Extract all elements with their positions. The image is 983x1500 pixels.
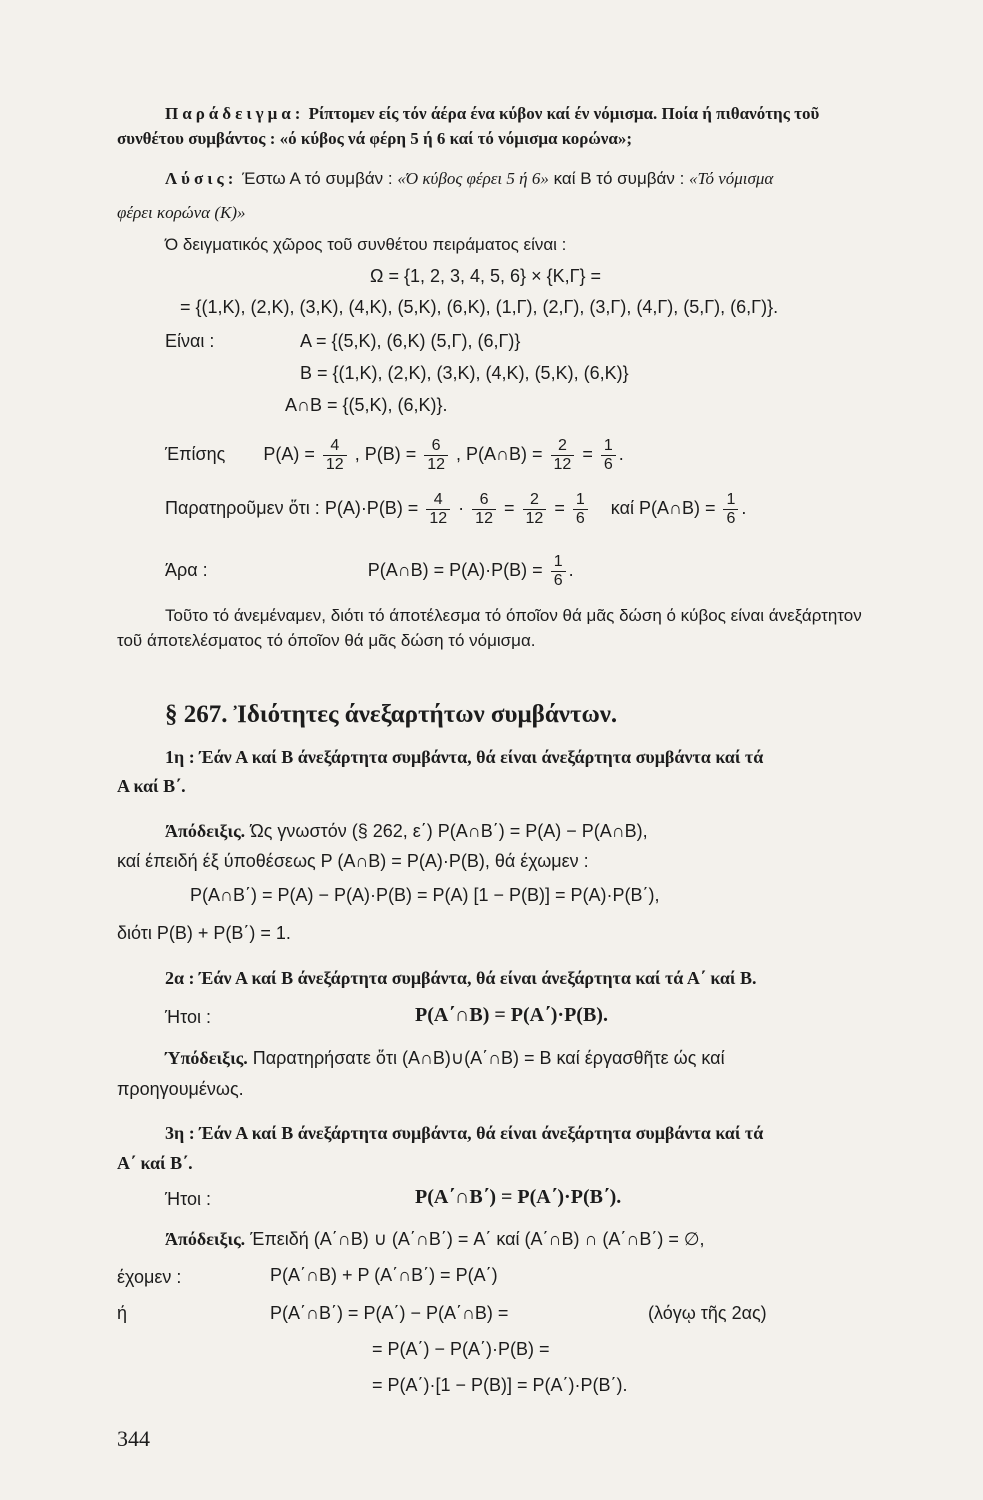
ara-fraction: $\frac{1}{6}$ xyxy=(551,553,566,590)
observation-line: Παρατηροῦμεν ὅτι : P(A)·P(B) = $\frac{4}{12}$ · $\frac{6}{12}$ = $\frac{2}{12}$ = $\frac{1}{6}$ καί P(A∩B) = $\frac{1}{6}$ . xyxy=(165,490,747,527)
solution-event-a: «Ό κύβος φέρει 5 ή 6» xyxy=(397,169,549,188)
solution-line-2: φέρει κορώνα (Κ)» xyxy=(117,203,246,222)
prop3-equation-4: = P(A΄)·[1 − P(B)] = P(A΄)·P(B΄). xyxy=(372,1375,628,1395)
prop3-proof-text-1: Έπειδή (A΄∩B) ∪ (A΄∩B΄) = A΄ καί (A΄∩B) ∩ (A΄∩B΄) = ∅, xyxy=(250,1229,705,1249)
pb-fraction: $\frac{6}{12}$ xyxy=(424,437,448,474)
page-number: 344 xyxy=(117,1426,150,1451)
prop1-proof-text-1: Ώς γνωστόν (§ 262, ε΄) P(A∩B΄) = P(A) − P(A∩B), xyxy=(250,821,648,841)
ara-line: Άρα : P(A∩B) = P(A)·P(B) = $\frac{1}{6}$ . xyxy=(165,552,574,589)
prod-fraction-3: $\frac{2}{12}$ xyxy=(523,491,547,528)
example-line-1 xyxy=(165,103,819,125)
prop1-proof-label: Άπόδειξις. xyxy=(165,821,246,841)
prop3-equation-1: P(A΄∩B) + P (A΄∩B΄) = P(A΄) xyxy=(270,1265,498,1285)
prop1-statement-2: Α καί Β΄. xyxy=(117,776,186,796)
prop3-equation-3: = P(A΄) − P(A΄)·P(B) = xyxy=(372,1339,550,1359)
prop2-hint-line-1 xyxy=(165,1047,725,1069)
prod-fraction-1: $\frac{4}{12}$ xyxy=(426,491,450,528)
prop3-proof-label: Άπόδειξις. xyxy=(165,1229,246,1249)
prop2-hint-label: Ύπόδειξις. xyxy=(165,1048,248,1068)
ara-equation: P(A∩B) = P(A)·P(B) = xyxy=(367,560,543,580)
probabilities-line: Έπίσης P(A) = $\frac{4}{12}$ , P(B) = $\frac{6}{12}$ , P(A∩B) = $\frac{2}{12}$ = $\frac{1}{6}$ . xyxy=(165,436,624,473)
prop3-equation-2: P(A΄∩B΄) = P(A΄) − P(A΄∩B) = xyxy=(270,1303,509,1323)
example-text-1: Ρίπτομεν είς τόν άέρα ένα κύβον καί έν νόμισμα. Ποία ή πιθανότης τοῦ xyxy=(308,104,820,123)
example-line-2: συνθέτου συμβάντος : «ό κύβος νά φέρη 5 ή 6 καί τό νόμισμα κορώνα»; xyxy=(117,129,633,148)
solution-text-1a: Έστω Α τό συμβάν : xyxy=(242,169,393,188)
prop2-equation: P(A΄∩B) = P(A΄)·P(B). xyxy=(415,1004,608,1026)
set-b: Β = {(1,Κ), (2,Κ), (3,Κ), (4,Κ), (5,Κ), (6,Κ)} xyxy=(300,363,629,383)
prop2-itoi: Ήτοι : xyxy=(165,1007,211,1027)
prop1-proof-line-4: διότι P(B) + P(B΄) = 1. xyxy=(117,923,291,943)
einai-label: Είναι : xyxy=(165,331,215,351)
prop2-hint-line-2: προηγουμένως. xyxy=(117,1079,244,1099)
prop2-hint-text-1: Παρατηρήσατε ὅτι (A∩B)∪(A΄∩B) = B καί έργασθῆτε ώς καί xyxy=(252,1048,725,1068)
product-rhs: P(A∩B) = xyxy=(639,498,716,518)
prod-fraction-4: $\frac{1}{6}$ xyxy=(573,491,588,528)
prop3-proof-line-1 xyxy=(165,1228,705,1250)
solution-label: Λύσις: xyxy=(165,169,238,188)
pb-label: , P(B) = xyxy=(354,444,417,464)
prop3-statement-2: Α΄ καί Β΄. xyxy=(117,1153,193,1173)
pab-label: , P(A∩B) = xyxy=(456,444,543,464)
pa-label: P(A) = xyxy=(263,444,315,464)
conclusion-line-1: Τοῦτο τό άνεμέναμεν, διότι τό άποτέλεσμα τό όποῖον θά μᾶς δώση ό κύβος είναι άνεξάρτητον xyxy=(165,606,862,625)
prop1-proof-line-3: P(A∩B΄) = P(A) − P(A)·P(B) = P(A) [1 − P(B)] = P(A)·P(B΄), xyxy=(190,885,660,905)
prop3-itoi: Ήτοι : xyxy=(165,1189,211,1209)
solution-event-b: «Τό νόμισμα xyxy=(689,169,774,188)
prop3-exomen-label: έχομεν : xyxy=(117,1267,182,1287)
prop2-statement: 2α : Έάν Α καί Β άνεξάρτητα συμβάντα, θά είναι άνεξάρτητα καί τά Α΄ καί Β. xyxy=(165,968,757,988)
pab-fraction-1: $\frac{2}{12}$ xyxy=(551,437,575,474)
kai-label: καί xyxy=(610,498,634,518)
prop1-statement-1: 1η : Έάν Α καί Β άνεξάρτητα συμβάντα, θά είναι άνεξάρτητα συμβάντα καί τά xyxy=(165,747,764,767)
conclusion-line-2: τοῦ άποτελέσματος τό όποῖον θά μᾶς δώση τό νόμισμα. xyxy=(117,631,536,650)
omega-definition: Ω = {1, 2, 3, 4, 5, 6} × {Κ,Γ} = xyxy=(370,266,602,286)
prop3-statement-1: 3η : Έάν Α καί Β άνεξάρτητα συμβάντα, θά είναι άνεξάρτητα συμβάντα καί τά xyxy=(165,1123,764,1143)
prop3-equation-2-note: (λόγῳ τῆς 2ας) xyxy=(648,1303,767,1323)
section-title: § 267. Ἰδιότητες άνεξαρτήτων συμβάντων. xyxy=(165,701,618,728)
set-a-and-b: Α∩Β = {(5,Κ), (6,Κ)}. xyxy=(285,395,448,415)
prod-fraction-2: $\frac{6}{12}$ xyxy=(472,491,496,528)
prop3-i-label: ή xyxy=(117,1303,128,1323)
ara-label: Άρα : xyxy=(165,560,208,580)
prop1-proof-line-1 xyxy=(165,820,648,842)
solution-line-1 xyxy=(165,168,773,190)
prop3-equation: P(A΄∩B΄) = P(A΄)·P(B΄). xyxy=(415,1186,622,1208)
example-label: Παράδειγμα: xyxy=(165,104,305,123)
episis-label: Έπίσης xyxy=(165,444,226,464)
sample-space-intro: Ό δειγματικός χῶρος τοῦ συνθέτου πειράματος είναι : xyxy=(165,235,567,254)
observe-label: Παρατηροῦμεν ὅτι : xyxy=(165,498,320,518)
prop1-proof-line-2: καί έπειδή έξ ύποθέσεως P (A∩B) = P(A)·P(B), θά έχωμεν : xyxy=(117,851,589,871)
solution-text-1c: καί Β τό συμβάν : xyxy=(553,169,685,188)
pa-fraction: $\frac{4}{12}$ xyxy=(323,437,347,474)
set-a: Α = {(5,Κ), (6,Κ) (5,Γ), (6,Γ)} xyxy=(300,331,521,351)
prod-fraction-5: $\frac{1}{6}$ xyxy=(723,491,738,528)
pab-fraction-2: $\frac{1}{6}$ xyxy=(601,437,616,474)
product-lhs: P(A)·P(B) = xyxy=(324,498,419,518)
omega-list: = {(1,Κ), (2,Κ), (3,Κ), (4,Κ), (5,Κ), (6,Κ), (1,Γ), (2,Γ), (3,Γ), (4,Γ), (5,Γ), (6,Γ)}. xyxy=(180,297,779,317)
